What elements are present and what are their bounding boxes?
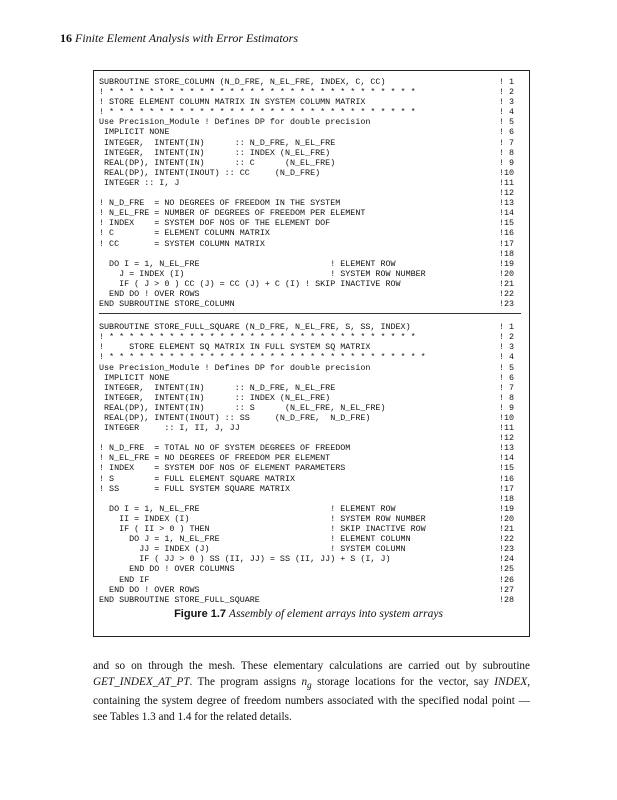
code-text bbox=[99, 249, 499, 259]
body-text-2: . The program assigns bbox=[189, 675, 302, 688]
line-number: !22 bbox=[499, 288, 515, 299]
code-line bbox=[99, 352, 521, 362]
code-text: INTEGER :: I, J bbox=[99, 177, 180, 188]
line-number: !15 bbox=[499, 463, 515, 474]
code-line bbox=[99, 403, 521, 413]
code-line bbox=[99, 87, 521, 97]
code-line bbox=[99, 158, 521, 168]
line-number: !16 bbox=[499, 473, 515, 484]
code-line bbox=[99, 585, 521, 595]
code-text: ! INDEX = SYSTEM DOF NOS OF ELEMENT PARAMETERS bbox=[99, 463, 346, 474]
code-text: ! STORE ELEMENT COLUMN MATRIX IN SYSTEM COLUMN MATRIX bbox=[99, 97, 366, 108]
listing-divider bbox=[99, 313, 521, 319]
code-line bbox=[99, 208, 521, 218]
code-text: SUBROUTINE STORE_FULL_SQUARE (N_D_FRE, N_EL_FRE, S, SS, INDEX) bbox=[99, 322, 411, 333]
code-line bbox=[99, 138, 521, 148]
code-line bbox=[99, 463, 521, 473]
code-text: DO I = 1, N_EL_FRE ! ELEMENT ROW bbox=[99, 258, 396, 269]
line-number: !14 bbox=[499, 208, 515, 219]
line-number: ! 4 bbox=[499, 352, 515, 363]
line-number: !26 bbox=[499, 574, 515, 585]
code-line bbox=[99, 433, 521, 443]
code-text: ! * * * * * * * * * * * * * * * * * * * * * * * * * * * * * * * bbox=[99, 107, 416, 118]
code-text: ! N_EL_FRE = NO DEGREES OF FREEDOM PER ELEMENT bbox=[99, 453, 331, 464]
code-text: ! * * * * * * * * * * * * * * * * * * * * * * * * * * * * * * * bbox=[99, 87, 416, 98]
figure-label: Figure 1.7 bbox=[174, 608, 227, 620]
line-number: !23 bbox=[499, 299, 515, 310]
code-text: ! SS = FULL SYSTEM SQUARE MATRIX bbox=[99, 483, 290, 494]
line-number: !10 bbox=[499, 167, 515, 178]
code-line bbox=[99, 484, 521, 494]
code-line bbox=[99, 218, 521, 228]
line-number: !17 bbox=[499, 483, 515, 494]
code-text: II = INDEX (I) ! SYSTEM ROW NUMBER bbox=[99, 513, 426, 524]
code-text bbox=[99, 494, 499, 504]
code-text: ! INDEX = SYSTEM DOF NOS OF THE ELEMENT DOF bbox=[99, 218, 331, 229]
listing-store-full-square bbox=[99, 322, 521, 605]
code-line bbox=[99, 239, 521, 249]
code-line bbox=[99, 269, 521, 279]
code-line bbox=[99, 127, 521, 137]
line-number: !12 bbox=[499, 433, 515, 444]
code-line bbox=[99, 373, 521, 383]
line-number: !13 bbox=[499, 198, 515, 209]
code-line bbox=[99, 322, 521, 332]
code-text: SUBROUTINE STORE_COLUMN (N_D_FRE, N_EL_FRE, INDEX, C, CC) bbox=[99, 77, 386, 87]
line-number: ! 6 bbox=[499, 372, 515, 383]
code-text: INTEGER :: I, II, J, JJ bbox=[99, 423, 240, 434]
line-number: ! 3 bbox=[499, 342, 515, 353]
code-line bbox=[99, 107, 521, 117]
line-number: ! 1 bbox=[499, 322, 515, 333]
code-text: INTEGER, INTENT(IN) :: N_D_FRE, N_EL_FRE bbox=[99, 382, 336, 393]
code-text: IF ( JJ > 0 ) SS (II, JJ) = SS (II, JJ) + S (I, J) bbox=[99, 554, 391, 565]
code-text: REAL(DP), INTENT(IN) :: C (N_EL_FRE) bbox=[99, 157, 336, 168]
line-number: ! 2 bbox=[499, 332, 515, 343]
code-line bbox=[99, 504, 521, 514]
line-number: ! 8 bbox=[499, 147, 515, 158]
code-text: ! * * * * * * * * * * * * * * * * * * * * * * * * * * * * * * * * bbox=[99, 352, 426, 363]
code-line bbox=[99, 188, 521, 198]
line-number: ! 1 bbox=[499, 77, 515, 87]
line-number: !23 bbox=[499, 544, 515, 555]
line-number: ! 6 bbox=[499, 127, 515, 138]
line-number: !14 bbox=[499, 453, 515, 464]
code-line bbox=[99, 383, 521, 393]
code-text: REAL(DP), INTENT(IN) :: S (N_EL_FRE, N_EL_FRE) bbox=[99, 402, 386, 413]
code-text: Use Precision_Module ! Defines DP for double precision bbox=[99, 362, 371, 373]
code-line bbox=[99, 393, 521, 403]
code-line bbox=[99, 299, 521, 309]
code-text: END DO ! OVER ROWS bbox=[99, 288, 200, 299]
symbol-n: n bbox=[301, 675, 308, 688]
line-number: !10 bbox=[499, 413, 515, 423]
code-line bbox=[99, 259, 521, 269]
code-line bbox=[99, 443, 521, 453]
line-number: ! 3 bbox=[499, 97, 515, 108]
line-number: !11 bbox=[499, 423, 515, 434]
line-number: ! 5 bbox=[499, 362, 515, 373]
line-number: ! 5 bbox=[499, 117, 515, 128]
line-number: !19 bbox=[499, 258, 515, 269]
line-number: !27 bbox=[499, 584, 515, 595]
body-text-3: storage locations for the vector, say bbox=[311, 675, 495, 688]
line-number: !15 bbox=[499, 218, 515, 229]
code-text: J = INDEX (I) ! SYSTEM ROW NUMBER bbox=[99, 268, 426, 279]
code-line bbox=[99, 342, 521, 352]
line-number: !22 bbox=[499, 534, 515, 545]
line-number: !17 bbox=[499, 238, 515, 249]
code-line bbox=[99, 249, 521, 259]
figure-caption bbox=[0, 608, 617, 620]
line-number: ! 9 bbox=[499, 157, 515, 168]
code-line bbox=[99, 564, 521, 574]
code-line bbox=[99, 332, 521, 342]
code-line bbox=[99, 77, 521, 87]
line-number: !21 bbox=[499, 524, 515, 535]
code-line bbox=[99, 554, 521, 564]
code-line bbox=[99, 423, 521, 433]
code-line bbox=[99, 453, 521, 463]
line-number: !19 bbox=[499, 503, 515, 514]
code-text: IF ( II > 0 ) THEN ! SKIP INACTIVE ROW bbox=[99, 524, 426, 535]
code-text bbox=[99, 433, 499, 443]
code-line bbox=[99, 363, 521, 373]
line-number: !20 bbox=[499, 513, 515, 524]
code-line bbox=[99, 178, 521, 188]
code-text: END IF bbox=[99, 574, 150, 585]
code-line bbox=[99, 117, 521, 127]
code-text: ! S = FULL ELEMENT SQUARE MATRIX bbox=[99, 473, 296, 484]
code-line bbox=[99, 524, 521, 534]
line-number: !12 bbox=[499, 188, 515, 199]
code-line bbox=[99, 544, 521, 554]
line-number: !18 bbox=[499, 493, 515, 504]
code-line bbox=[99, 168, 521, 178]
code-text: ! N_EL_FRE = NUMBER OF DEGREES OF FREEDOM PER ELEMENT bbox=[99, 208, 366, 219]
running-title: Finite Element Analysis with Error Estimators bbox=[75, 31, 298, 45]
code-text: END DO ! OVER ROWS bbox=[99, 584, 200, 595]
line-number: !18 bbox=[499, 248, 515, 259]
code-text: ! N_D_FRE = NO DEGREES OF FREEDOM IN THE SYSTEM bbox=[99, 198, 341, 209]
code-line bbox=[99, 289, 521, 299]
code-line bbox=[99, 198, 521, 208]
line-number: !25 bbox=[499, 564, 515, 575]
body-text-1: and so on through the mesh. These elementary calculations are carried out by subroutine bbox=[93, 660, 530, 672]
figure-caption-text: Assembly of element arrays into system arrays bbox=[228, 608, 443, 620]
subroutine-name: GET_INDEX_AT_PT bbox=[93, 675, 190, 688]
line-number: !20 bbox=[499, 268, 515, 279]
code-line bbox=[99, 97, 521, 107]
line-number: !24 bbox=[499, 554, 515, 565]
code-text: REAL(DP), INTENT(INOUT) :: SS (N_D_FRE, N_D_FRE) bbox=[99, 413, 371, 423]
page-number: 16 bbox=[60, 31, 72, 45]
code-line bbox=[99, 279, 521, 289]
code-line bbox=[99, 228, 521, 238]
code-line bbox=[99, 514, 521, 524]
code-line bbox=[99, 413, 521, 423]
line-number: ! 7 bbox=[499, 382, 515, 393]
line-number: !21 bbox=[499, 278, 515, 289]
vector-name: INDEX bbox=[494, 675, 528, 688]
line-number: ! 8 bbox=[499, 392, 515, 403]
code-listing bbox=[99, 77, 521, 605]
code-text: ! * * * * * * * * * * * * * * * * * * * * * * * * * * * * * * * bbox=[99, 332, 416, 343]
listing-store-column bbox=[99, 77, 521, 309]
code-text: JJ = INDEX (J) ! SYSTEM COLUMN bbox=[99, 544, 406, 555]
line-number: !13 bbox=[499, 443, 515, 454]
code-text: ! C = ELEMENT COLUMN MATRIX bbox=[99, 228, 270, 239]
line-number: ! 7 bbox=[499, 137, 515, 148]
code-text: ! CC = SYSTEM COLUMN MATRIX bbox=[99, 238, 265, 249]
running-header bbox=[60, 31, 298, 46]
code-line bbox=[99, 494, 521, 504]
code-text bbox=[99, 188, 499, 198]
code-text: ! N_D_FRE = TOTAL NO OF SYSTEM DEGREES OF FREEDOM bbox=[99, 443, 351, 454]
code-text: INTEGER, INTENT(IN) :: INDEX (N_EL_FRE) bbox=[99, 392, 331, 403]
body-text-4: , containing the system degree of freedom numbers associated with the specified nodal point — see Tables 1.3 and 1.4 for the related details. bbox=[93, 675, 530, 724]
code-text: IF ( J > 0 ) CC (J) = CC (J) + C (I) ! SKIP INACTIVE ROW bbox=[99, 278, 401, 289]
code-text: IMPLICIT NONE bbox=[99, 127, 170, 138]
line-number: !16 bbox=[499, 228, 515, 239]
line-number: ! 9 bbox=[499, 402, 515, 413]
code-text: END SUBROUTINE STORE_COLUMN bbox=[99, 299, 235, 310]
line-number: !28 bbox=[499, 594, 515, 605]
code-line bbox=[99, 534, 521, 544]
code-text: ! STORE ELEMENT SQ MATRIX IN FULL SYSTEM SQ MATRIX bbox=[99, 342, 371, 353]
code-text: DO I = 1, N_EL_FRE ! ELEMENT ROW bbox=[99, 503, 396, 514]
body-paragraph bbox=[93, 659, 530, 726]
line-number: ! 2 bbox=[499, 87, 515, 98]
code-text: REAL(DP), INTENT(INOUT) :: CC (N_D_FRE) bbox=[99, 167, 321, 178]
code-text: Use Precision_Module ! Defines DP for double precision bbox=[99, 117, 371, 128]
code-line bbox=[99, 474, 521, 484]
code-text: INTEGER, INTENT(IN) :: N_D_FRE, N_EL_FRE bbox=[99, 137, 336, 148]
code-text: IMPLICIT NONE bbox=[99, 372, 170, 383]
code-line bbox=[99, 148, 521, 158]
line-number: ! 4 bbox=[499, 107, 515, 118]
code-text: END SUBROUTINE STORE_FULL_SQUARE bbox=[99, 594, 260, 605]
code-text: END DO ! OVER COLUMNS bbox=[99, 564, 235, 575]
code-line bbox=[99, 595, 521, 605]
line-number: !11 bbox=[499, 177, 515, 188]
code-line bbox=[99, 575, 521, 585]
code-text: DO J = 1, N_EL_FRE ! ELEMENT COLUMN bbox=[99, 534, 411, 545]
symbol-subscript-g: g bbox=[307, 680, 312, 691]
code-text: INTEGER, INTENT(IN) :: INDEX (N_EL_FRE) bbox=[99, 147, 331, 158]
